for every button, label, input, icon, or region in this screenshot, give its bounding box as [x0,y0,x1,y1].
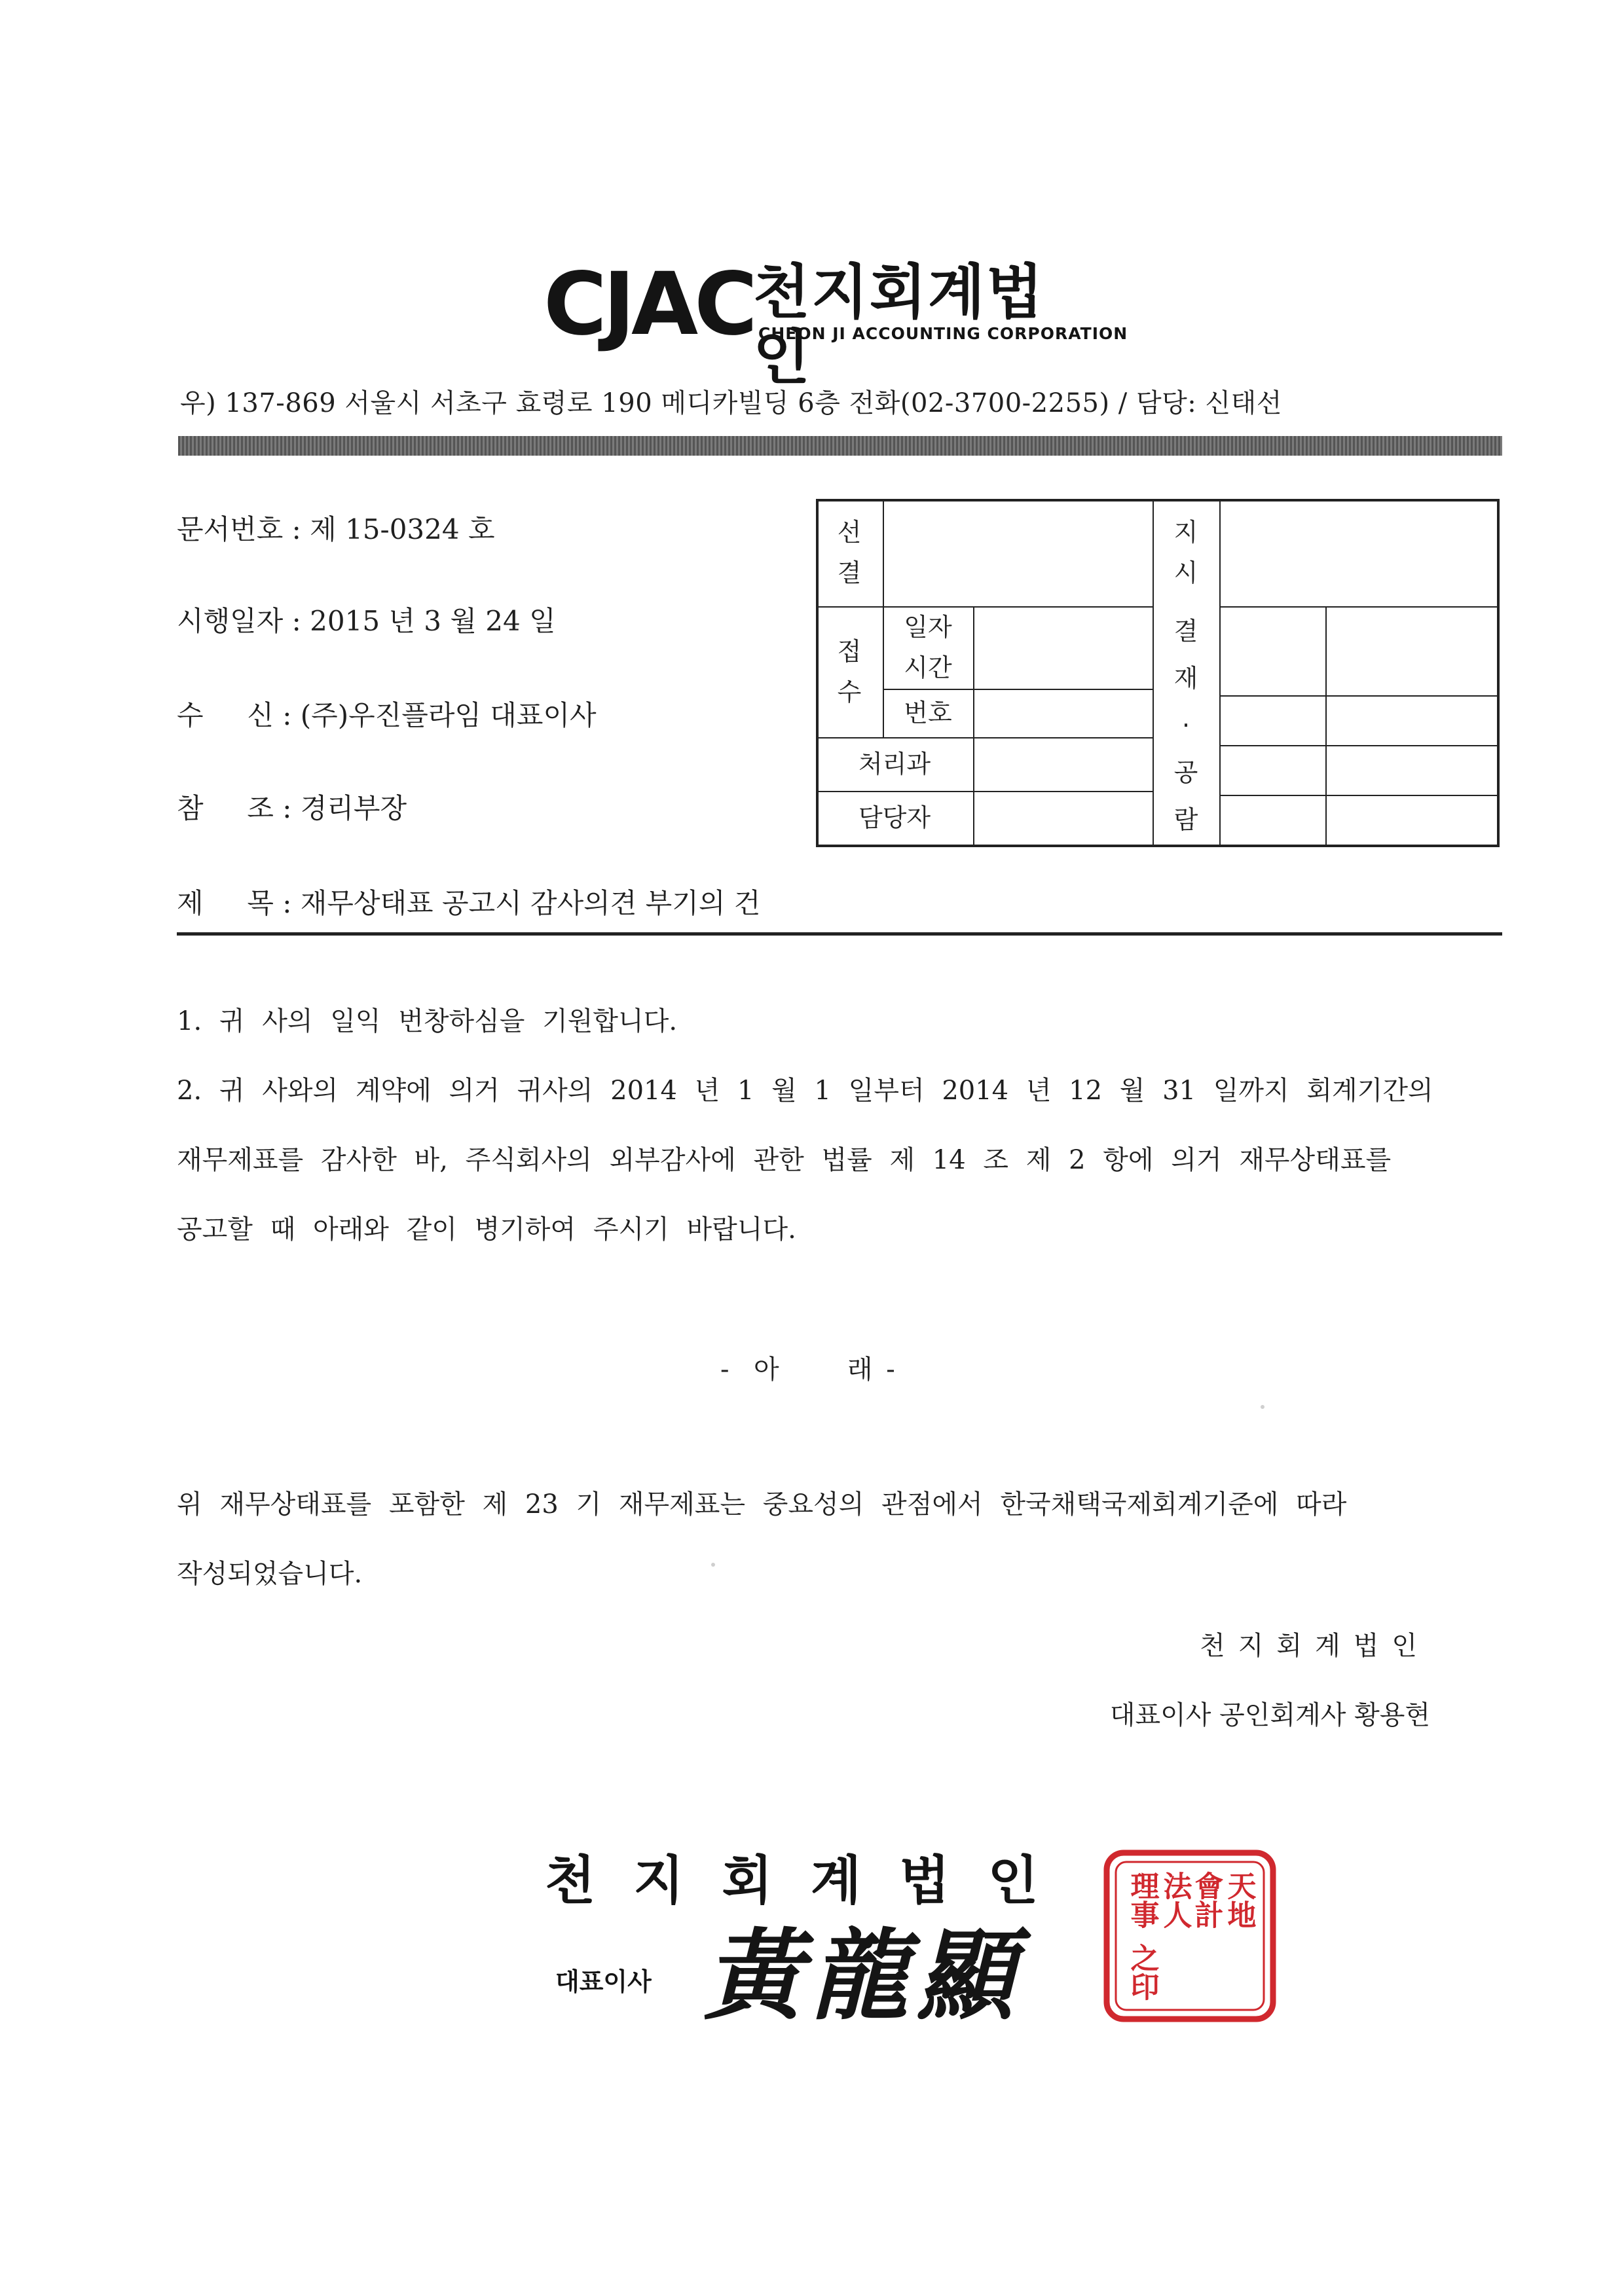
grid-char: 지 [1173,518,1198,547]
scan-speck [1261,1405,1264,1409]
body-paragraph-2-cont: 재무제표를 감사한 바, 주식회사의 외부감사에 관한 법률 제 14 조 제 2 항에 의거 재무상태표를 [177,1145,1392,1175]
grid-label-jeopsu [816,606,883,737]
grid-label-department: 처리과 [858,750,931,778]
field-document-number [177,508,495,547]
grid-char: 접 [837,637,862,666]
header-divider-bar [178,436,1502,456]
subject-underline [177,932,1502,936]
letterhead-logo [544,254,1128,392]
grid-label-approval [1153,606,1219,845]
field-value: : 2015 년 3 월 24 일 [283,605,556,637]
firm-name-korean: 천지회계법인 [753,258,1044,392]
field-label: 제 목 [177,887,274,919]
opinion-statement-end: 작성되었습니다. [177,1559,363,1589]
grid-char: 결 [837,558,862,587]
remark-heading: - 아 래 - [720,1355,898,1385]
field-value: : 경리부장 [273,792,407,824]
field-label: 수 신 [177,699,274,731]
body-paragraph-2: 2. 귀 사와의 계약에 의거 귀사의 2014 년 1 월 1 일부터 2014 년 12 월 31 일까지 회계기간의 [177,1076,1433,1106]
field-label: 문서번호 [177,513,284,545]
field-label: 시행일자 [177,605,284,637]
grid-text: 일자 [904,613,952,642]
seal-char: 會計 [1189,1871,1223,1929]
grid-char: 재 [1173,664,1198,693]
grid-text: 시간 [904,653,952,682]
grid-line [973,606,974,845]
address-line: 우) 137-869 서울시 서초구 효령로 190 메디카빌딩 6층 전화(02-3700-2255) / 담당: 신태선 [180,388,1282,418]
grid-label-jisi [1153,499,1219,606]
grid-line [1219,695,1497,697]
grid-line [1219,745,1497,746]
signature-glyphs: 黃龍顯 [704,1918,1023,2033]
field-recipient [177,694,597,733]
approval-grid [816,499,1497,845]
grid-char: 결 [1173,617,1198,646]
field-value: : 재무상태표 공고시 감사의견 부기의 건 [273,887,761,919]
grid-char: 람 [1173,805,1198,834]
field-issue-date [177,600,556,639]
body-paragraph-1: 1. 귀 사의 일익 번창하심을 기원합니다. [177,1006,678,1036]
field-value: : 제 15-0324 호 [283,513,495,545]
logo-mark: CJAC [544,254,754,355]
seal-char: 理事 [1125,1871,1159,1929]
grid-line [1325,606,1327,845]
body-paragraph-2-end: 공고할 때 아래와 같이 병기하여 주시기 바랍니다. [177,1214,796,1245]
grid-char: 시 [1173,558,1198,587]
grid-line [1219,795,1497,796]
grid-line [1219,499,1221,845]
handwritten-signature [704,1918,1044,2036]
grid-char: 선 [837,518,862,547]
grid-line [883,499,884,606]
seal-representative-title: 대표이사 [555,1967,652,1996]
grid-char: 공 [1173,758,1198,787]
grid-label-number: 번호 [904,699,952,727]
opinion-statement: 위 재무상태표를 포함한 제 23 기 재무제표는 중요성의 관점에서 한국채택국제회계기준에 따라 [177,1489,1347,1520]
grid-char: 수 [837,678,862,706]
firm-name-english: CHEON JI ACCOUNTING CORPORATION [758,324,1128,343]
grid-label-date-time [883,606,973,689]
grid-label-person-in-charge: 담당자 [858,803,931,832]
signature-representative: 대표이사 공인회계사 황용현 [1109,1700,1430,1730]
field-subject [177,882,760,921]
scan-speck [711,1563,715,1567]
grid-char: · [1181,711,1190,740]
signature-firm-name: 천지회계법인 [1200,1631,1430,1661]
field-value: : (주)우진플라임 대표이사 [273,699,597,731]
company-seal-stamp [1101,1848,1278,2024]
seal-firm-name: 천지회계법인 [545,1850,1077,1911]
seal-char: 之印 [1125,1943,1159,2001]
seal-char: 天地 [1222,1871,1256,1929]
field-label: 참 조 [177,792,274,824]
grid-label-seongyeol [816,499,883,606]
grid-line [1219,606,1497,608]
field-reference [177,787,407,826]
seal-char: 法人 [1158,1871,1192,1929]
